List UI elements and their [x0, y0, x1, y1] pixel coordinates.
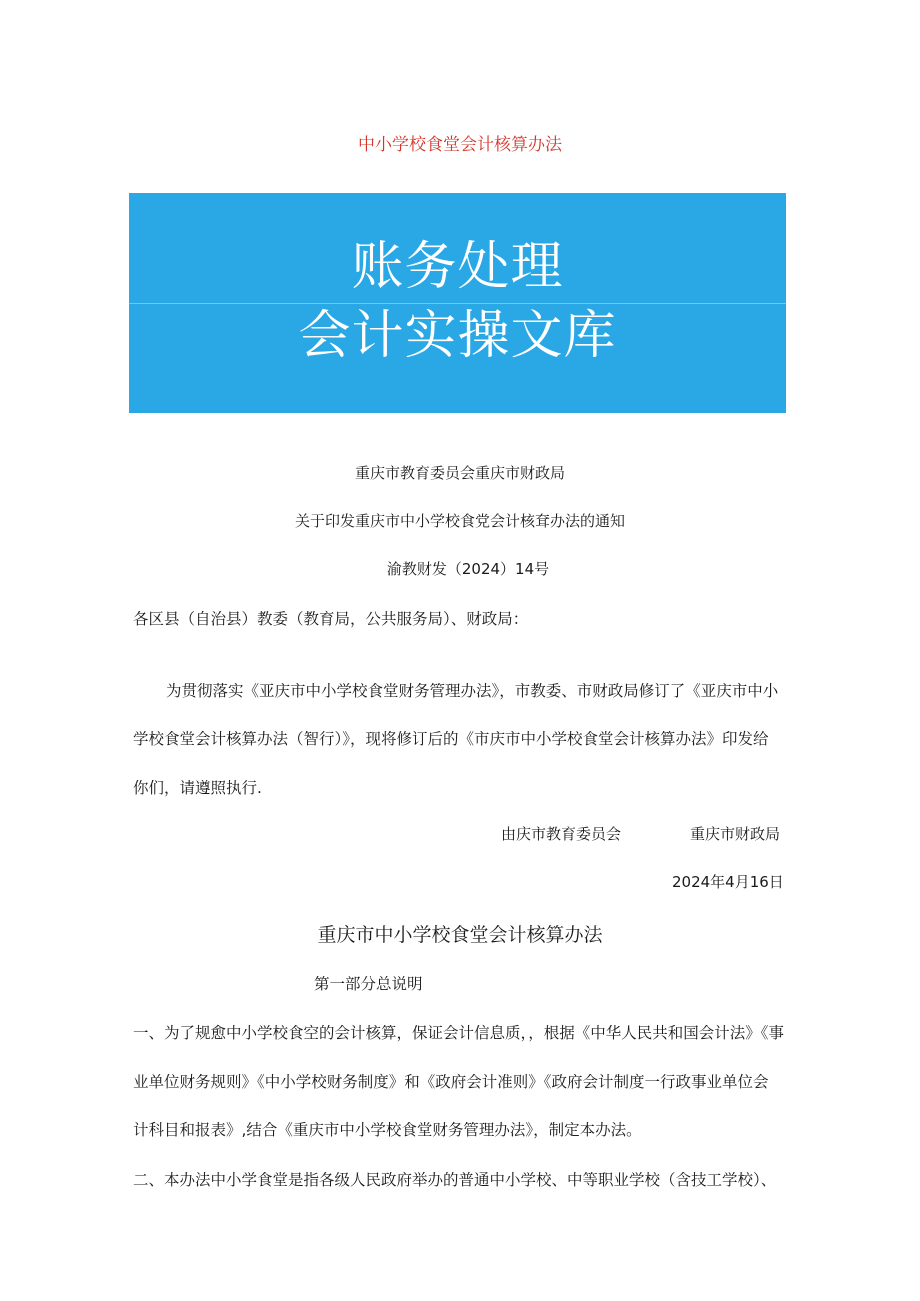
- banner: [129, 193, 786, 413]
- clause-1-line-2: 业单位财务规则》《中小学校财务制度》和《政府会计准则》《政府会计制度一行政事业单位会: [133, 1073, 769, 1091]
- clause-1-line-1: 一、为了规愈中小学校食空的会计核算，保证会计信息质，，根据《中华人民共和国会计法》《事: [133, 1024, 785, 1042]
- signature-right: 重庆市财政局: [690, 825, 781, 843]
- notice-title: 关于印发重庆市中小学校食党会计核耷办法的通知: [294, 512, 625, 530]
- addressee: 各区县（自治县）教委（教育局，公共服务局）、财政局：: [133, 610, 529, 628]
- intro-line-1: 为贯彻落实《亚庆市中小学校食堂财务管理办法》，市教委、市财政局修订了《亚庆市中小: [166, 682, 779, 700]
- issuer: 重庆市教育委员会重庆市财政局: [354, 464, 565, 482]
- banner-line-1: 账务处理: [351, 237, 564, 297]
- doc-number: 渝教财发（2024）14号: [386, 560, 550, 578]
- signature-left: 由庆市教育委员会: [501, 825, 622, 843]
- part-title: 第一部分总说明: [314, 975, 423, 993]
- banner-divider: [129, 303, 786, 304]
- document-title: 中小学校食堂会计核算办法: [358, 135, 562, 155]
- issue-date: 2024年4月16日: [672, 873, 784, 891]
- clause-2-line-1: 二、本办法中小学食堂是指各级人民政府举办的普通中小学校、中等职业学校（含技工学校）、: [133, 1171, 777, 1189]
- intro-line-2: 学校食堂会计核算办法（智行）》，现将修订后的《市庆市中小学校食堂会计核算办法》印发给: [133, 730, 769, 748]
- banner-line-2: 会计实操文库: [298, 306, 617, 366]
- intro-line-3: 你们，请遵照执行.: [133, 779, 262, 797]
- section-title: 重庆市中小学校食堂会计核算办法: [317, 924, 603, 946]
- clause-1-line-3: 计科目和报表》,结合《重庆市中小学校食堂财务管理办法》，制定本办法。: [133, 1121, 642, 1139]
